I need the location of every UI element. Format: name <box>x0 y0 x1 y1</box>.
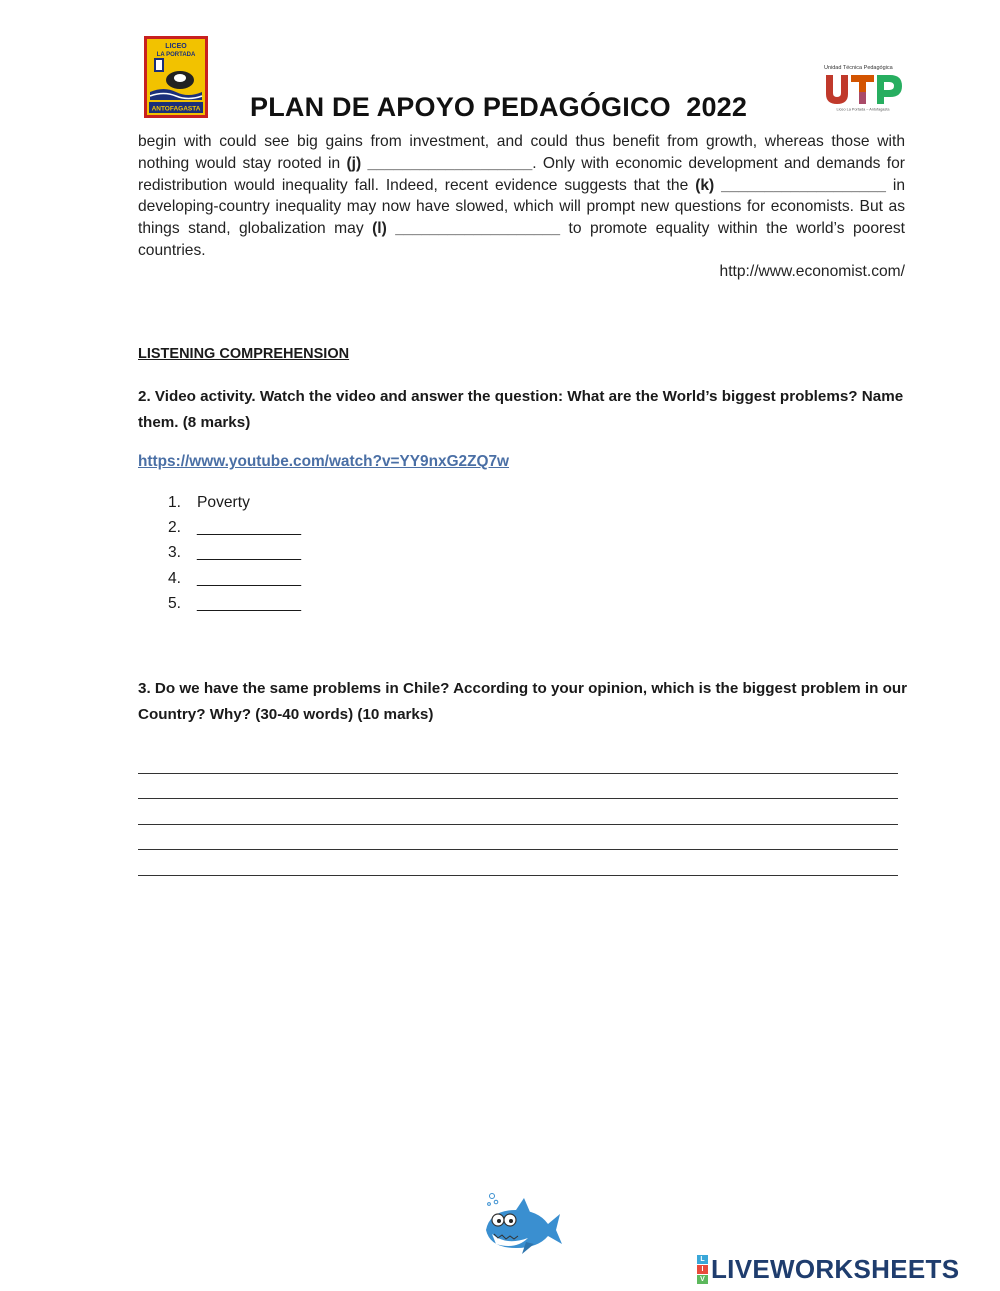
list-number: 5. <box>168 594 182 612</box>
blank-l[interactable]: (l) ___________________ <box>372 220 561 238</box>
passage-text-3: in developing-country inequality may now have slowed, which will prompt new questions for economists. But as things stand, globalization may <box>138 176 905 238</box>
list-item <box>168 570 301 595</box>
list-item <box>168 595 301 620</box>
list-item <box>168 494 301 519</box>
writing-line[interactable] <box>138 774 898 800</box>
page-title: PLAN DE APOYO PEDAGÓGICO 2022 <box>250 92 748 122</box>
liveworksheets-logo <box>697 1254 959 1284</box>
video-link[interactable]: https://www.youtube.com/watch?v=YY9nxG2ZQ7w <box>138 453 510 470</box>
list-item <box>168 544 301 569</box>
section-heading-listening: LISTENING COMPREHENSION <box>138 346 350 362</box>
passage-text-2: . Only with economic development and demands for redistribution would inequality fall. Indeed, recent evidence suggests that the <box>138 154 905 194</box>
blank-k[interactable]: (k) ___________________ <box>695 176 886 194</box>
answer-list <box>168 494 301 620</box>
source-citation: http://www.economist.com/ <box>719 263 905 280</box>
list-number: 3. <box>168 544 182 562</box>
shark-mascot-icon <box>476 1190 564 1260</box>
lw-tile-l: L <box>697 1255 708 1264</box>
writing-area[interactable] <box>138 748 898 876</box>
answer-blank[interactable]: ____________ <box>197 544 302 562</box>
writing-line[interactable] <box>138 850 898 876</box>
question-2: 2. Video activity. Watch the video and answer the question: What are the World’s biggest problems? Name them. (8 marks) <box>138 388 904 431</box>
lw-tile-i: I <box>697 1265 708 1274</box>
list-number: 2. <box>168 519 182 537</box>
utp-caption: Unidad Técnica Pedagógica <box>824 65 893 71</box>
answer-blank[interactable]: ____________ <box>197 569 302 587</box>
list-number: 4. <box>168 569 182 587</box>
utp-logo <box>822 62 904 112</box>
lw-tiles-icon <box>697 1255 708 1284</box>
writing-line[interactable] <box>138 825 898 851</box>
reading-passage <box>138 131 905 262</box>
logo-text-portada: LA PORTADA <box>156 52 196 58</box>
lw-tile-v: V <box>697 1275 708 1284</box>
logo-text-liceo: LICEO <box>165 43 187 50</box>
passage-text-4: to promote equality within the world’s poorest countries. <box>138 220 905 259</box>
writing-line[interactable] <box>138 799 898 825</box>
list-item <box>168 519 301 544</box>
question-3: 3. Do we have the same problems in Chile? According to your opinion, which is the biggest problem in our Country? Why? (30-40 words) (10 marks) <box>138 680 908 723</box>
writing-line[interactable] <box>138 748 898 774</box>
answer-text: Poverty <box>197 494 250 511</box>
school-logo <box>144 36 208 118</box>
utp-subcaption: Liceo La Portada – Antofagasta <box>836 107 890 112</box>
brand-text: LIVEWORKSHEETS <box>711 1253 960 1284</box>
blank-j[interactable]: (j) ___________________ <box>346 154 533 172</box>
answer-blank[interactable]: ____________ <box>197 519 302 537</box>
passage-text-1: begin with could see big gains from investment, and could thus benefit from growth, whereas those with nothing would stay rooted in <box>138 133 905 172</box>
logo-text-antofagasta: ANTOFAGASTA <box>151 105 201 113</box>
list-number: 1. <box>168 494 182 511</box>
answer-blank[interactable]: ____________ <box>197 594 302 612</box>
